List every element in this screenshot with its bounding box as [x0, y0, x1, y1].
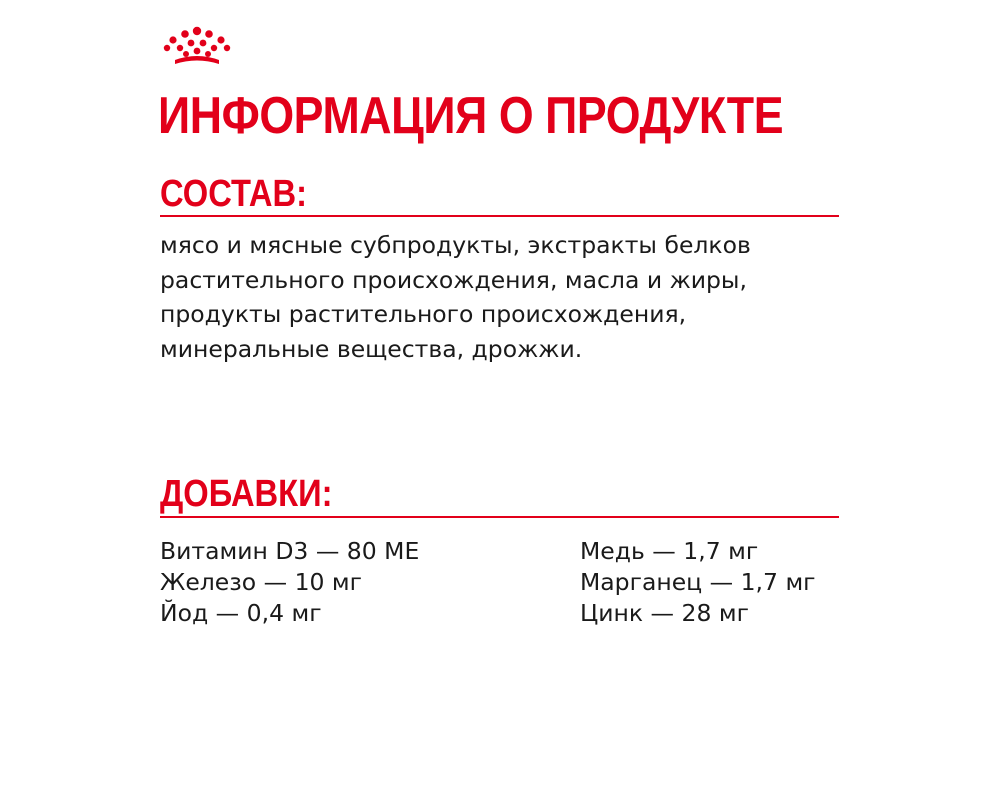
- page-title: ИНФОРМАЦИЯ О ПРОДУКТЕ: [158, 87, 784, 145]
- additive-item: Витамин D3 — 80 МЕ: [160, 537, 420, 565]
- additives-list-left: [160, 536, 419, 629]
- additive-item: Йод — 0,4 мг: [160, 599, 322, 627]
- additives-heading: ДОБАВКИ:: [160, 473, 333, 515]
- composition-heading: СОСТАВ:: [160, 173, 307, 215]
- composition-line: продукты растительного происхождения,: [160, 300, 687, 328]
- additive-item: Железо — 10 мг: [160, 568, 363, 596]
- crown-icon: [163, 26, 231, 66]
- additive-item: Марганец — 1,7 мг: [580, 568, 816, 596]
- additives-list-right: [580, 536, 816, 629]
- composition-text: [160, 228, 840, 366]
- additive-item: Медь — 1,7 мг: [580, 537, 759, 565]
- composition-line: минеральные вещества, дрожжи.: [160, 334, 583, 363]
- composition-divider: [160, 215, 839, 217]
- composition-line: растительного происхождения, масла и жиры,: [160, 265, 747, 294]
- additives-divider: [160, 516, 839, 518]
- composition-line: мясо и мясные субпродукты, экстракты белков: [160, 231, 751, 259]
- additive-item: Цинк — 28 мг: [580, 599, 749, 627]
